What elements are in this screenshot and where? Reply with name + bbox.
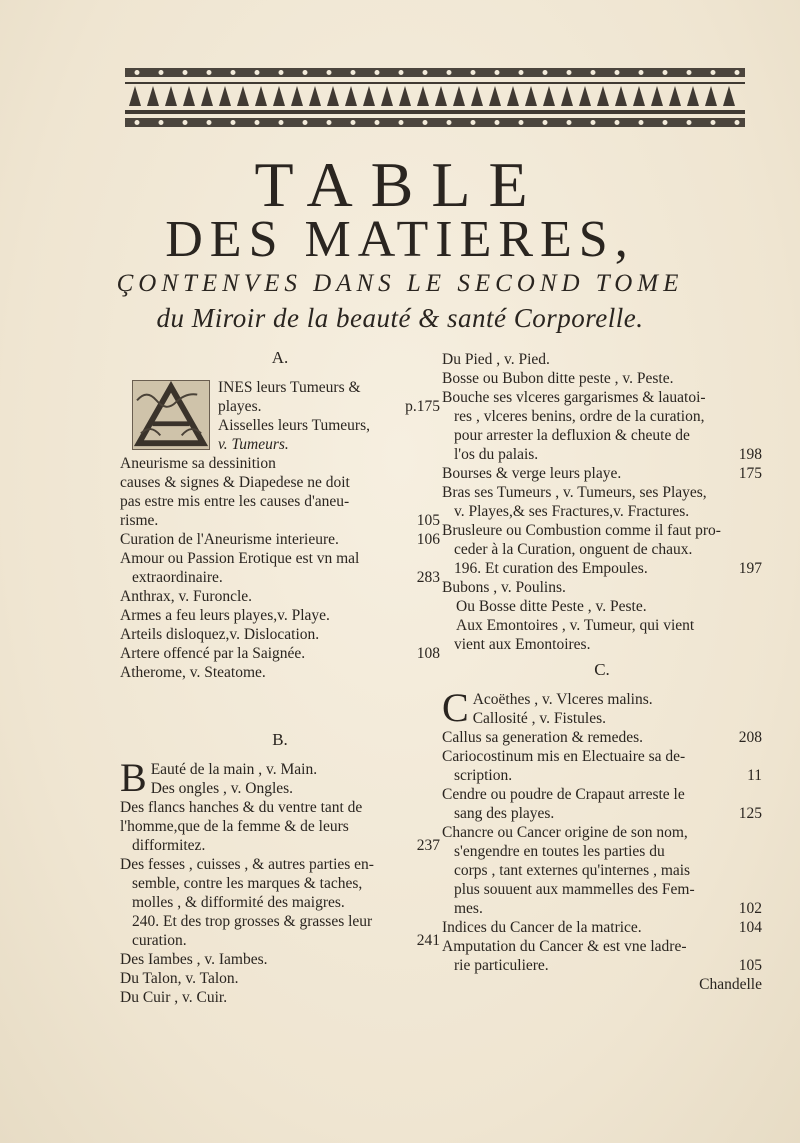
index-entry: Ou Bosse ditte Peste , v. Peste. bbox=[456, 598, 647, 615]
index-entry: causes & signes & Diapedese ne doit bbox=[120, 474, 350, 491]
catchword: Chandelle bbox=[699, 976, 762, 993]
index-entry: Amour ou Passion Erotique est vn mal bbox=[120, 550, 360, 567]
index-entry: Eauté de la main , v. Main. bbox=[150, 761, 318, 778]
index-entry: Cendre ou poudre de Crapaut arreste le bbox=[442, 786, 685, 803]
index-entry: vient aux Emontoires. bbox=[454, 636, 591, 653]
index-entry: Des fesses , cuisses , & autres parties en- bbox=[120, 856, 374, 873]
index-entry: Des ongles , v. Ongles. bbox=[150, 780, 294, 797]
index-entry: Indices du Cancer de la matrice. 104 bbox=[442, 919, 762, 936]
index-entry: v. Playes,& ses Fractures,v. Fractures. bbox=[454, 503, 690, 520]
section-heading-c: C. bbox=[594, 660, 610, 679]
section-heading-b: B. bbox=[272, 730, 288, 749]
index-entry: pour arrester la defluxion & cheute de bbox=[454, 427, 690, 444]
index-entry: Armes a feu leurs playes,v. Playe. bbox=[120, 607, 330, 624]
index-entry: plus souuent aux mammelles des Fem- bbox=[454, 881, 695, 898]
index-entry: res , vlceres benins, ordre de la curation, bbox=[454, 408, 705, 425]
page-subtitle-work: du Miroir de la beauté & santé Corporelle. bbox=[156, 303, 644, 333]
index-entry: 196. Et curation des Empoules. 197 bbox=[454, 560, 762, 577]
index-entry: difformitez. 237 bbox=[132, 837, 440, 854]
index-entry: v. Tumeurs. bbox=[218, 436, 289, 453]
index-column-left bbox=[120, 348, 440, 1007]
decorative-header-ornament bbox=[125, 62, 745, 134]
index-entry: scription. 11 bbox=[454, 767, 762, 784]
index-entry: risme. 105 bbox=[120, 512, 440, 529]
index-entry: Des flancs hanches & du ventre tant de bbox=[120, 799, 363, 816]
index-entry: Acoëthes , v. Vlceres malins. bbox=[472, 691, 653, 708]
index-entry: rie particuliere. 105 bbox=[454, 957, 762, 974]
index-entry: Du Pied , v. Pied. bbox=[442, 351, 550, 368]
index-entry: Brusleure ou Combustion comme il faut pro- bbox=[442, 522, 721, 539]
index-entry: Callus sa generation & remedes. 208 bbox=[442, 729, 762, 746]
index-entry: Curation de l'Aneurisme interieure. 106 bbox=[120, 531, 440, 548]
fleuron-band-icon bbox=[125, 62, 745, 134]
index-entry: Callosité , v. Fistules. bbox=[472, 710, 607, 727]
index-entry: Bubons , v. Poulins. bbox=[442, 579, 566, 596]
index-entry: INES leurs Tumeurs & bbox=[218, 379, 361, 396]
index-entry: Arteils disloquez,v. Dislocation. bbox=[120, 626, 320, 643]
index-entry: molles , & difformité des maigres. bbox=[132, 894, 345, 911]
index-entry: Bosse ou Bubon ditte peste , v. Peste. bbox=[442, 370, 674, 387]
index-entry: l'os du palais. 198 bbox=[454, 446, 762, 463]
index-entry: 240. Et des trop grosses & grasses leur bbox=[132, 913, 373, 930]
index-entry: Aux Emontoires , v. Tumeur, qui vient bbox=[456, 617, 695, 634]
index-entry: Aneurisme sa dessinition bbox=[120, 455, 276, 472]
index-entry: Anthrax, v. Furoncle. bbox=[120, 588, 253, 605]
index-entry: playes. p.175 bbox=[218, 398, 440, 415]
index-entry: Des Iambes , v. Iambes. bbox=[120, 951, 268, 968]
index-entry: mes. 102 bbox=[454, 900, 762, 917]
index-entry: Amputation du Cancer & est vne ladre- bbox=[442, 938, 687, 955]
index-entry: s'engendre en toutes les parties du bbox=[454, 843, 665, 860]
index-entry: Artere offencé par la Saignée. 108 bbox=[120, 645, 440, 662]
dropcap-b: B bbox=[120, 755, 147, 800]
index-entry: Bouche ses vlceres gargarismes & lauatoi- bbox=[442, 389, 706, 406]
index-entry: Du Talon, v. Talon. bbox=[120, 970, 239, 987]
page-title: TABLE bbox=[254, 149, 546, 220]
index-entry: Aisselles leurs Tumeurs, bbox=[218, 417, 370, 434]
index-entry: ceder à la Curation, onguent de chaux. bbox=[454, 541, 693, 558]
index-entry: curation. 241 bbox=[132, 932, 440, 949]
section-c bbox=[442, 660, 762, 994]
index-entry: Chancre ou Cancer origine de son nom, bbox=[442, 824, 688, 841]
index-column-right bbox=[442, 350, 762, 654]
page-title-sub: DES MATIERES, bbox=[165, 211, 635, 268]
dropcap-c: C bbox=[442, 685, 469, 730]
index-entry: Bras ses Tumeurs , v. Tumeurs, ses Playes, bbox=[442, 484, 707, 501]
index-entry: Bourses & verge leurs playe. 175 bbox=[442, 465, 762, 482]
index-entry: corps , tant externes qu'internes , mais bbox=[454, 862, 691, 879]
page-subtitle: ÇONTENVES DANS LE SECOND TOME bbox=[116, 270, 684, 297]
index-entry: semble, contre les marques & taches, bbox=[132, 875, 363, 892]
section-b bbox=[120, 730, 440, 1007]
index-entry: pas estre mis entre les causes d'aneu- bbox=[120, 493, 350, 510]
index-entry: Cariocostinum mis en Electuaire sa de- bbox=[442, 748, 686, 765]
section-heading-a: A. bbox=[271, 348, 289, 367]
index-entry: l'homme,que de la femme & de leurs bbox=[120, 818, 349, 835]
index-entry: extraordinaire. 283 bbox=[132, 569, 440, 586]
index-entry: Du Cuir , v. Cuir. bbox=[120, 989, 228, 1006]
index-entry: Atherome, v. Steatome. bbox=[120, 664, 266, 681]
index-entry: sang des playes. 125 bbox=[454, 805, 762, 822]
